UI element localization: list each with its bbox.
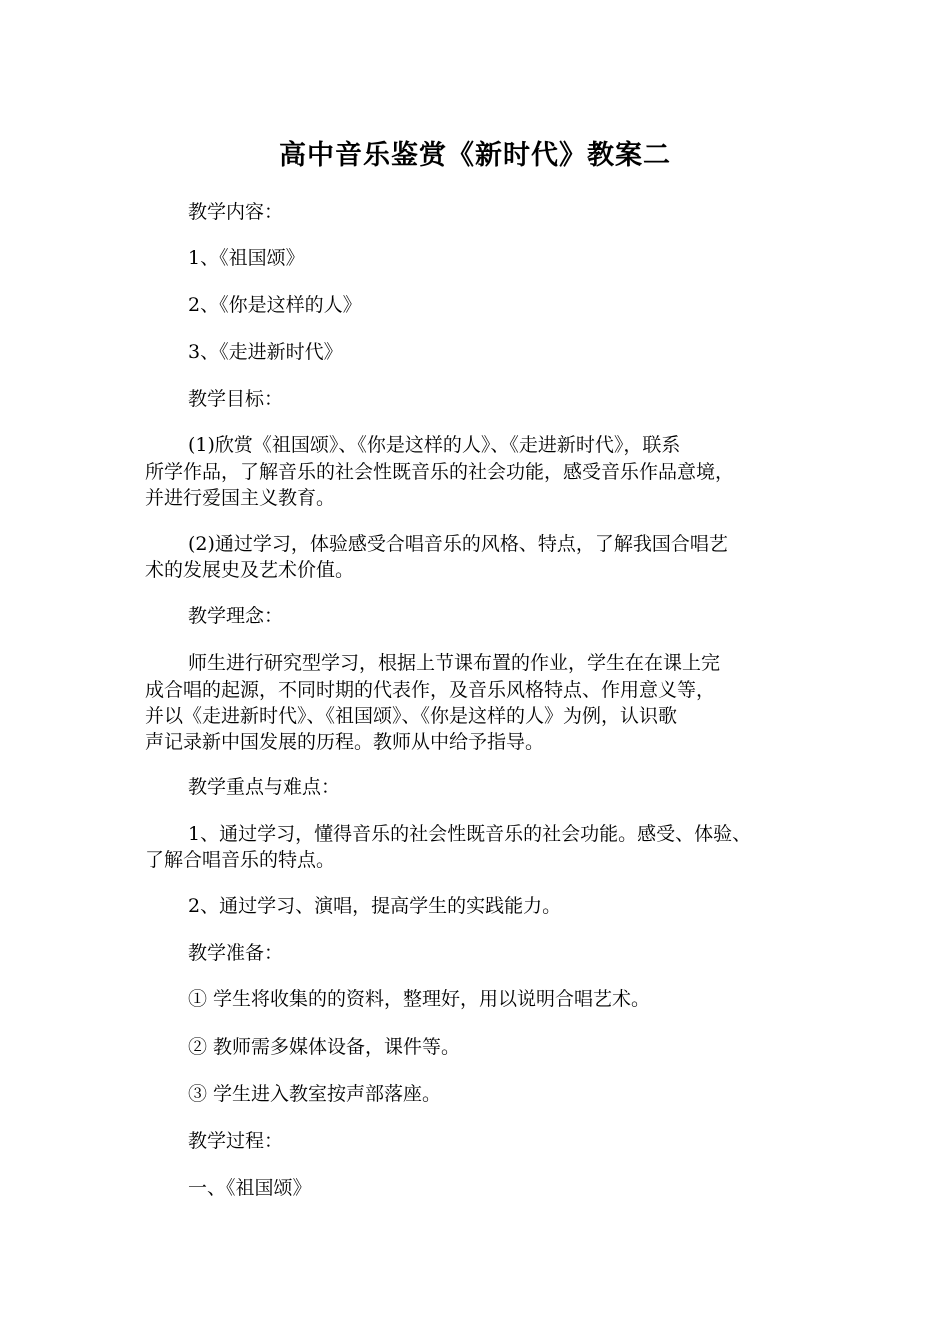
- content-item-3: 3、《走进新时代》: [188, 341, 343, 363]
- concept-line: 成合唱的起源，不同时期的代表作，及音乐风格特点、作用意义等，: [145, 679, 716, 701]
- key-point-2: 2、通过学习、演唱，提高学生的实践能力。: [188, 895, 562, 917]
- process-section-1: 一、《祖国颂》: [188, 1177, 312, 1199]
- key-points-heading: 教学重点与难点：: [188, 776, 341, 798]
- concept-line: 声记录新中国发展的历程。教师从中给予指导。: [145, 731, 545, 753]
- goals-heading: 教学目标：: [188, 388, 284, 410]
- content-item-1: 1、《祖国颂》: [188, 247, 305, 269]
- content-item-2: 2、《你是这样的人》: [188, 294, 362, 316]
- concept-heading: 教学理念：: [188, 605, 284, 627]
- prep-item-1: ① 学生将收集的的资料，整理好，用以说明合唱艺术。: [188, 988, 651, 1010]
- key-point-1-line: 1、通过学习，懂得音乐的社会性既音乐的社会功能。感受、体验、: [188, 823, 752, 845]
- prep-item-2: ② 教师需多媒体设备，课件等。: [188, 1036, 461, 1058]
- process-heading: 教学过程：: [188, 1130, 284, 1152]
- key-point-1-line: 了解合唱音乐的特点。: [145, 849, 336, 871]
- goal-1-line: 所学作品，了解音乐的社会性既音乐的社会功能，感受音乐作品意境，: [145, 461, 735, 483]
- goal-2-line: (2)通过学习，体验感受合唱音乐的风格、特点，了解我国合唱艺: [188, 533, 728, 555]
- prep-heading: 教学准备：: [188, 942, 284, 964]
- concept-line: 并以《走进新时代》、《祖国颂》、《你是这样的人》为例，认识歌: [145, 705, 678, 727]
- goal-2-line: 术的发展史及艺术价值。: [145, 559, 355, 581]
- prep-item-3: ③ 学生进入教室按声部落座。: [188, 1083, 442, 1105]
- concept-line: 师生进行研究型学习，根据上节课布置的作业，学生在在课上完: [188, 652, 721, 674]
- goal-1-line: 并进行爱国主义教育。: [145, 487, 336, 509]
- document-title: 高中音乐鉴赏《新时代》教案二: [279, 140, 671, 171]
- content-heading: 教学内容：: [188, 201, 284, 223]
- goal-1-line: (1)欣赏《祖国颂》、《你是这样的人》、《走进新时代》，联系: [188, 434, 681, 456]
